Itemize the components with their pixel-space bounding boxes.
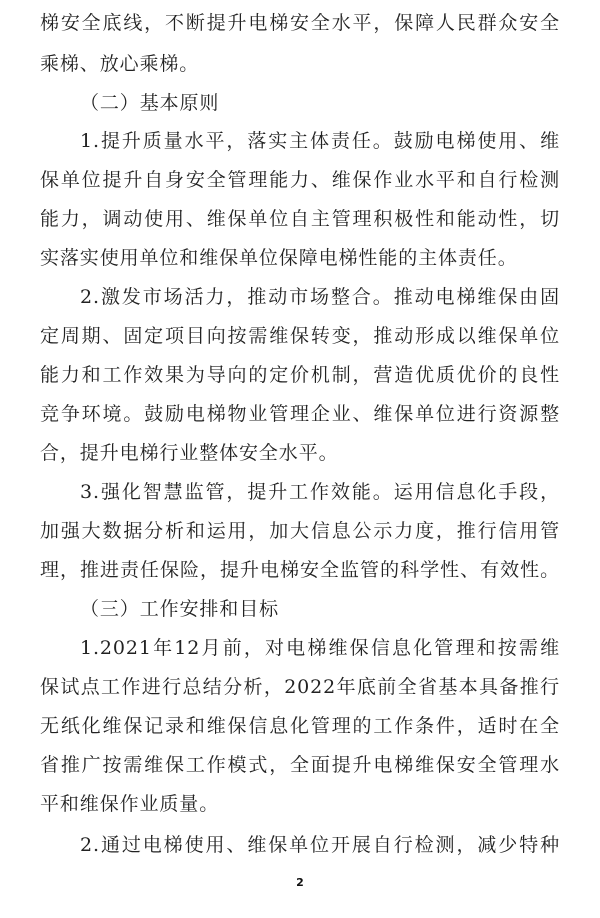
text-line: 无纸化维保记录和维保信息化管理的工作条件，适时在全 [40, 715, 560, 737]
text-line: 平和维保作业质量。 [40, 793, 220, 815]
paragraph-start-line: 2.通过电梯使用、维保单位开展自行检测，减少特种 [80, 834, 560, 856]
paragraph-start-line: 2.激发市场活力，推动市场整合。推动电梯维保由固 [80, 286, 560, 308]
paragraph-start-line: 3.强化智慧监管，提升工作效能。运用信息化手段， [80, 481, 560, 503]
text-line: 保单位提升自身安全管理能力、维保作业水平和自行检测 [40, 169, 560, 191]
text-line: 理，推进责任保险，提升电梯安全监管的科学性、有效性。 [40, 559, 560, 581]
paragraph-start-line: 1.提升质量水平，落实主体责任。鼓励电梯使用、维 [80, 130, 560, 152]
text-line: 能力和工作效果为导向的定价机制，营造优质优价的良性 [40, 364, 560, 386]
section-heading: （三）工作安排和目标 [80, 598, 280, 620]
text-line: 实落实使用单位和维保单位保障电梯性能的主体责任。 [40, 247, 518, 269]
text-line: 保试点工作进行总结分析，2022年底前全省基本具备推行 [40, 676, 560, 698]
text-line: 省推广按需维保工作模式，全面提升电梯维保安全管理水 [40, 754, 560, 776]
text-line: 能力，调动使用、维保单位自主管理积极性和能动性，切 [40, 208, 560, 230]
page-number: 2 [296, 876, 304, 889]
text-line: 定周期、固定项目向按需维保转变，推动形成以维保单位 [40, 325, 560, 347]
text-line: 乘梯、放心乘梯。 [40, 53, 200, 75]
text-line: 合，提升电梯行业整体安全水平。 [40, 442, 339, 464]
text-line: 加强大数据分析和运用，加大信息公示力度，推行信用管 [40, 520, 560, 542]
text-line: 竞争环境。鼓励电梯物业管理企业、维保单位进行资源整 [40, 403, 560, 425]
paragraph-start-line: 1.2021年12月前，对电梯维保信息化管理和按需维 [80, 637, 560, 659]
section-heading: （二）基本原则 [80, 92, 220, 114]
text-line: 梯安全底线，不断提升电梯安全水平，保障人民群众安全 [40, 12, 560, 34]
